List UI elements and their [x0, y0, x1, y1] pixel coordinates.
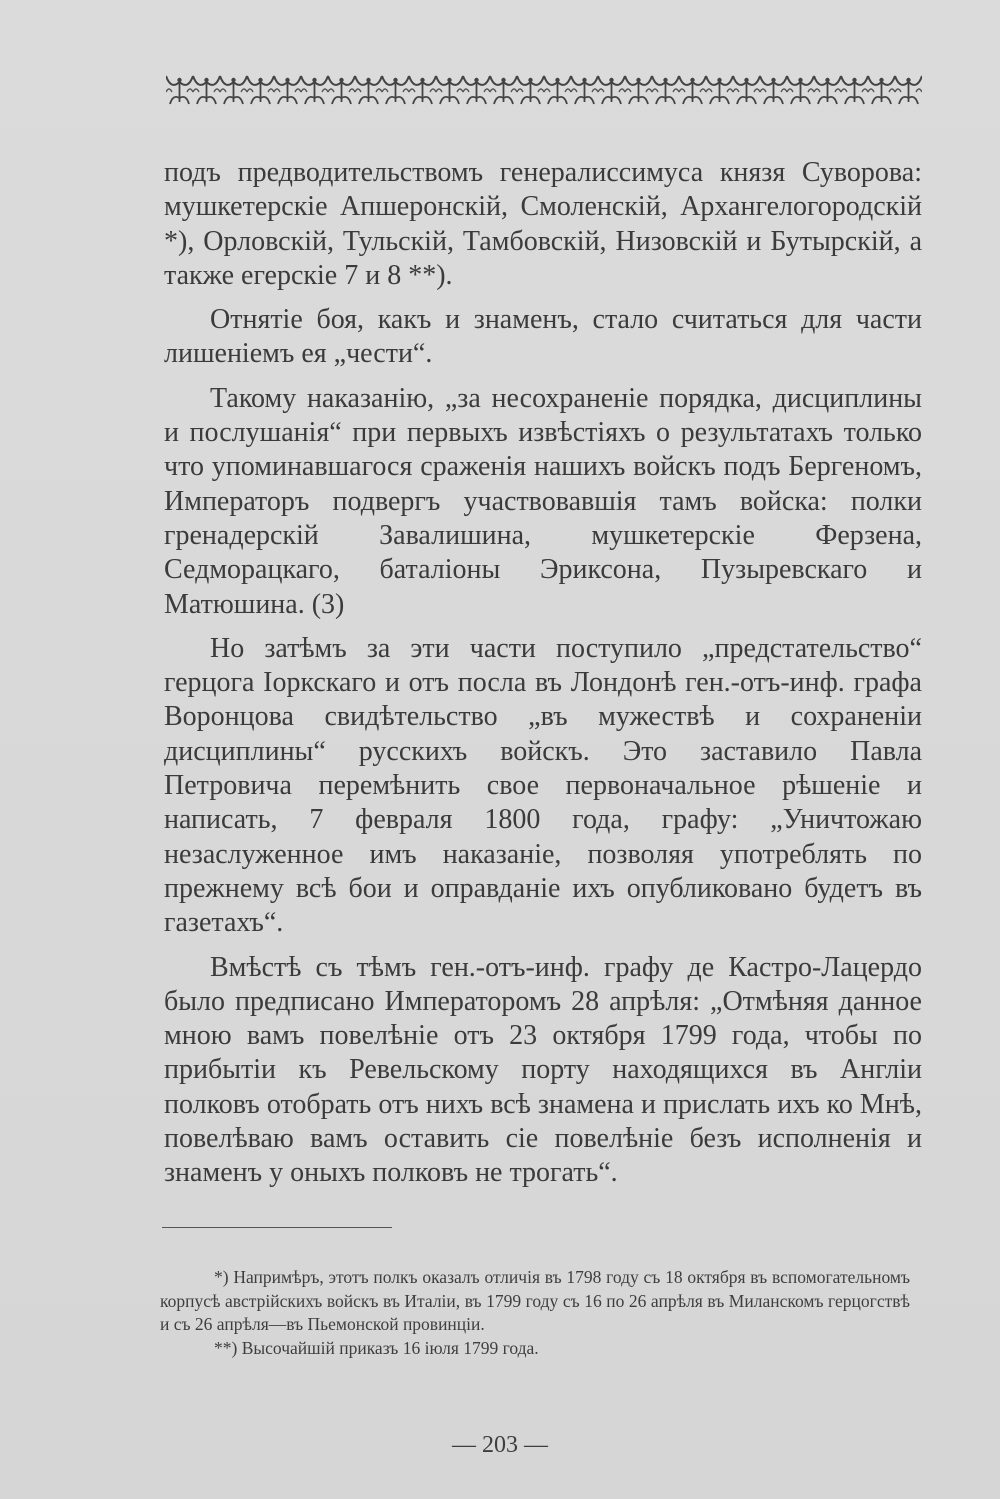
- paragraph: Такому наказанію, „за несохраненіе порядка, дисциплины и послушанія“ при первыхъ извѣстіяхъ о результатахъ только что упоминавшагося сраженія нашихъ войскъ подъ Бергеномъ, Императоръ подвергъ участвовавшія тамъ войска: полки гренадерскій Завалишина, мушкетерскіе Ферзена, Седморацкаго, баталіоны Эриксона, Пузыревскаго и Матюшина. (3): [164, 382, 922, 620]
- paragraph: Вмѣстѣ съ тѣмъ ген.-отъ-инф. графу де Кастро-Лацердо было предписано Императоромъ 28 апрѣля: „Отмѣняя данное мною вамъ повелѣніе отъ 23 октября 1799 года, чтобы по прибытіи къ Ревельскому порту находящихся въ Англіи полковъ отобрать отъ нихъ всѣ знамена и прислать ихъ ко Мнѣ, повелѣваю вамъ оставить сіе повелѣніе безъ исполненія и знаменъ у оныхъ полковъ не трогать“.: [164, 951, 922, 1189]
- footnotes: [160, 1266, 910, 1360]
- paragraph: подъ предводительствомъ генералиссимуса князя Суворова: мушкетерскіе Апшеронскій, Смоленскій, Архангелогородскій *), Орловскій, Тульскій, Тамбовскій, Низовскій и Бутырскій, а также егерскіе 7 и 8 **).: [164, 157, 922, 291]
- main-text: [164, 156, 922, 1201]
- footnote: *) Напримѣръ, этотъ полкъ оказалъ отличія въ 1798 году съ 18 октября въ вспомогательномъ корпусѣ австрійскихъ войскъ въ Италіи, въ 1799 году съ 16 по 26 апрѣля въ Миланскомъ герцогствѣ и съ 26 апрѣля—въ Пьемонской провинціи.: [160, 1267, 910, 1334]
- footnote-divider: [162, 1227, 392, 1228]
- footnote: **) Высочайшій приказъ 16 іюля 1799 года.: [214, 1337, 539, 1358]
- floral-border-ornament-icon: [166, 72, 922, 108]
- paragraph: Но затѣмъ за эти части поступило „предстательство“ герцога Іоркскаго и отъ посла въ Лондонѣ ген.-отъ-инф. графа Воронцова свидѣтельство „въ мужествѣ и сохраненіи дисциплины“ русскихъ войскъ. Это заставило Павла Петровича перемѣнить свое первоначальное рѣшеніе и написать, 7 февраля 1800 года, графу: „Уничтожаю незаслуженное имъ наказаніе, позволяя употреблять по прежнему всѣ бои и оправданіе ихъ опубликовано будетъ въ газетахъ“.: [164, 632, 922, 939]
- paragraph: Отнятіе боя, какъ и знаменъ, стало считаться для части лишеніемъ ея „чести“.: [164, 304, 922, 370]
- page-number: — 203 —: [452, 1432, 548, 1458]
